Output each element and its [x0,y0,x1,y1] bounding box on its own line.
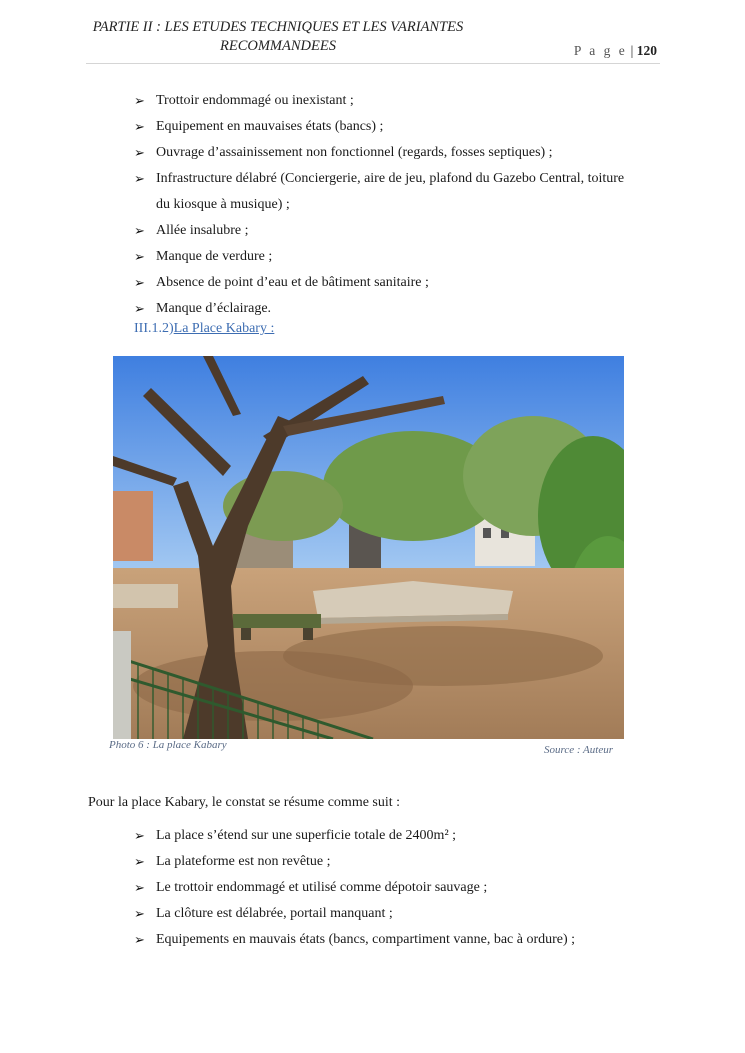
arrow-bullet-icon: ➢ [134,906,145,921]
list-item [134,270,634,296]
header-title [58,18,498,56]
list-item-text: La clôture est délabrée, portail manquant ; [156,906,393,921]
photo-caption: Photo 6 : La place Kabary [109,739,227,751]
kabary-findings-list [134,823,634,953]
list-item-text: Infrastructure délabré (Conciergerie, aire de jeu, plafond du Gazebo Central, toiture du kiosque à musique) ; [156,171,625,212]
list-item [134,114,634,140]
list-item [134,218,634,244]
deficiency-list [134,88,634,322]
section-title-link[interactable]: La Place Kabary : [173,321,275,336]
list-item-text: Absence de point d’eau et de bâtiment sanitaire ; [156,275,429,290]
list-item [134,244,634,270]
arrow-bullet-icon: ➢ [134,828,145,843]
page-word: P a g e [573,43,628,58]
list-item-text: Ouvrage d’assainissement non fonctionnel (regards, fosses septiques) ; [156,145,553,160]
section-heading [134,321,274,337]
arrow-bullet-icon: ➢ [134,301,145,316]
arrow-bullet-icon: ➢ [134,249,145,264]
arrow-bullet-icon: ➢ [134,275,145,290]
header-title-line2: RECOMMANDEES [220,38,336,54]
list-item [134,823,634,849]
arrow-bullet-icon: ➢ [134,880,145,895]
list-item [134,901,634,927]
arrow-bullet-icon: ➢ [134,932,145,947]
list-item [134,927,634,953]
list-item-text: Equipements en mauvais états (bancs, compartiment vanne, bac à ordure) ; [156,932,576,947]
list-item-text: Equipement en mauvaises états (bancs) ; [156,119,384,134]
arrow-bullet-icon: ➢ [134,119,145,134]
list-item-text: Allée insalubre ; [156,223,249,238]
list-item-text: Le trottoir endommagé et utilisé comme dépotoir sauvage ; [156,880,488,895]
header-title-line1: PARTIE II : LES ETUDES TECHNIQUES ET LES VARIANTES [92,19,464,35]
header-divider [86,63,660,64]
list-item-text: Trottoir endommagé ou inexistant ; [156,93,354,108]
arrow-bullet-icon: ➢ [134,93,145,108]
list-item [134,140,634,166]
page-separator: | [630,43,634,58]
list-item [134,849,634,875]
place-kabary-photo [113,356,624,739]
list-item [134,88,634,114]
list-item-text: La place s’étend sur une superficie totale de 2400m² ; [156,828,457,843]
list-item [134,875,634,901]
list-item [134,166,634,218]
arrow-bullet-icon: ➢ [134,145,145,160]
arrow-bullet-icon: ➢ [134,854,145,869]
page-number-label [574,43,657,59]
list-item [134,296,634,322]
photo-source: Source : Auteur [543,744,613,756]
list-item-text: Manque d’éclairage. [156,301,272,316]
list-item-text: Manque de verdure ; [156,249,273,264]
arrow-bullet-icon: ➢ [134,171,145,186]
intro-paragraph: Pour la place Kabary, le constat se résume comme suit : [88,795,401,810]
page-number: 120 [636,43,657,58]
arrow-bullet-icon: ➢ [134,223,145,238]
section-number: III.1.2) [134,321,174,336]
list-item-text: La plateforme est non revêtue ; [156,854,331,869]
